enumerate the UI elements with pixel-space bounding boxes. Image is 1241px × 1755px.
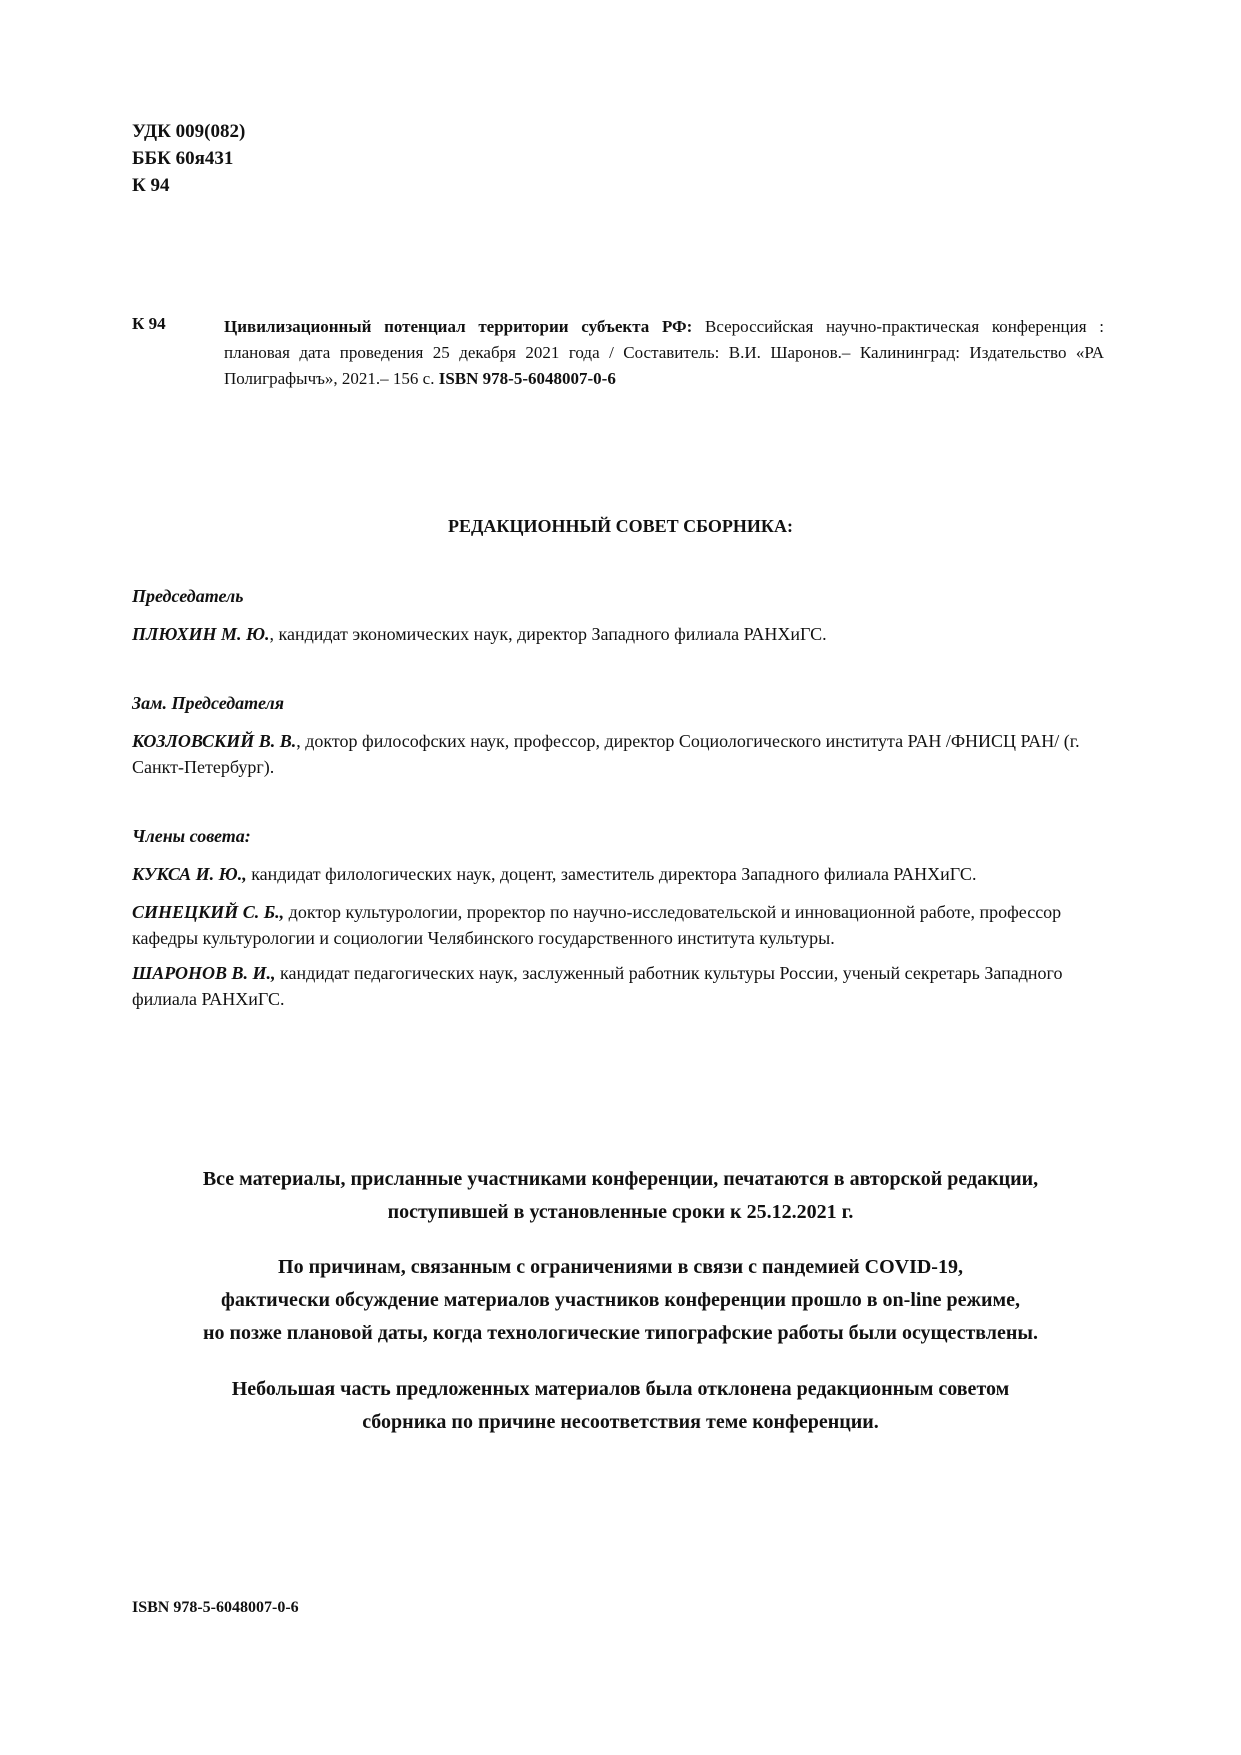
classification-codes	[132, 118, 245, 199]
vice-chair-entry	[132, 728, 1112, 780]
member-name: КОЗЛОВСКИЙ В. В.	[132, 731, 297, 751]
member-name: КУКСА И. Ю.,	[132, 864, 247, 884]
book-isbn: ISBN 978-5-6048007-0-6	[438, 369, 616, 388]
chair-entry	[132, 621, 1112, 647]
notice-covid	[0, 1251, 1241, 1350]
book-title: Цивилизационный потенциал территории субъекта РФ:	[224, 317, 693, 336]
member-entry	[132, 899, 1112, 951]
notice-line: поступившей в установленные сроки к 25.12.2021 г.	[387, 1201, 854, 1223]
bibliographic-record	[224, 314, 1104, 392]
member-description: , доктор философских наук, профессор, директор Социологического института РАН /ФНИСЦ РАН/ (г. Санкт-Петербург).	[132, 731, 1080, 777]
udk-code: УДК 009(082)	[132, 121, 246, 142]
bbk-code: ББК 60я431	[132, 148, 234, 169]
vice-chair-label: Зам. Председателя	[132, 693, 284, 713]
footer-isbn: ISBN 978-5-6048007-0-6	[132, 1599, 299, 1616]
notice-line: По причинам, связанным с ограничениями в связи с пандемией COVID-19,	[278, 1256, 963, 1278]
notice-line: Все материалы, присланные участниками конференции, печатаются в авторской редакции,	[202, 1168, 1039, 1190]
member-name: СИНЕЦКИЙ С. Б.,	[132, 902, 285, 922]
member-name: ПЛЮХИН М. Ю.	[132, 624, 270, 644]
member-name: ШАРОНОВ В. И.,	[132, 963, 276, 983]
notice-line: Небольшая часть предложенных материалов была отклонена редакционным советом	[231, 1378, 1010, 1400]
notice-line: но позже плановой даты, когда технологические типографские работы были осуществлены.	[202, 1322, 1039, 1344]
member-description: кандидат педагогических наук, заслуженный работник культуры России, ученый секретарь Западного филиала РАНХиГС.	[132, 963, 1063, 1009]
member-description: доктор культурологии, проректор по научно-исследовательской и инновационной работе, профессор кафедры культурологии и социологии Челябинского государственного института культуры.	[132, 902, 1062, 948]
book-description: Всероссийская научно-практическая конференция : плановая дата проведения 25 декабря 2021 года / Составитель: В.И. Шаронов.– Калининград: Издательство «РА Полиграфычъ», 2021.– 156 с.	[224, 317, 1104, 388]
notice-author-edition	[0, 1163, 1241, 1229]
editorial-board-title: РЕДАКЦИОННЫЙ СОВЕТ СБОРНИКА:	[448, 516, 793, 536]
member-entry	[132, 861, 1112, 887]
author-mark: К 94	[132, 175, 170, 196]
members-label: Члены совета:	[132, 826, 251, 846]
notice-line: фактически обсуждение материалов участников конференции прошло в on-line режиме,	[221, 1289, 1020, 1311]
bibliographic-code: К 94	[132, 314, 166, 333]
notice-rejected	[0, 1373, 1241, 1439]
member-entry	[132, 960, 1112, 1012]
member-description: кандидат филологических наук, доцент, заместитель директора Западного филиала РАНХиГС.	[246, 864, 977, 884]
chair-label: Председатель	[132, 586, 244, 606]
member-description: , кандидат экономических наук, директор Западного филиала РАНХиГС.	[269, 624, 827, 644]
notice-line: сборника по причине несоответствия теме конференции.	[362, 1411, 879, 1433]
